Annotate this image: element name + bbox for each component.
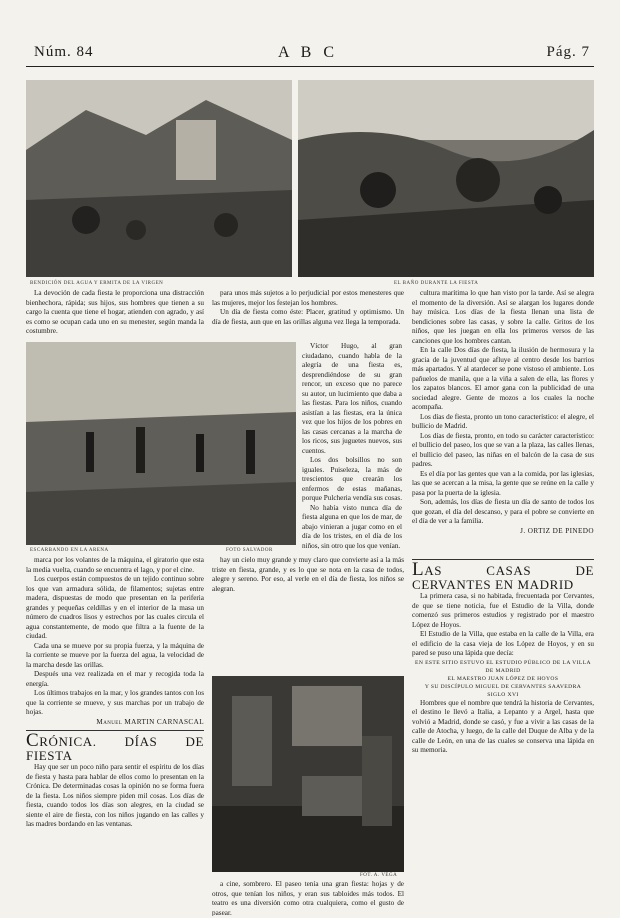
- paragraph: Es el día por las gentes que van a la comida, por las iglesias, las que se acercan a la misa, la gente que se reúne en la calle y pasa por la puerta de la iglesia.: [412, 469, 594, 497]
- column-2-bottom-most-text: [212, 880, 404, 916]
- paragraph: Los días de fiesta, pronto un tono característico: el alegre, el bullicio de Madrid.: [412, 412, 594, 430]
- paragraph: Los dos bolsillos no son iguales. Puiseleza, la más de trescientos que crearán los enfermos de estas mañanas, porque Pulcheria vendía sus cosas.: [302, 456, 402, 502]
- paragraph: cultura marítima lo que han visto por la tarde. Así se alegra el momento de la diversión. Así se alargan los lugares donde hay música. Los días de la fiesta llenan una lista de bendiciones sobre las casas, y sobre la calle. Gritos de los niños, que les juegan en ella los primeros versos de las canciones que los hombres cantan.: [412, 289, 594, 345]
- section-divider: [26, 730, 204, 731]
- drop-cap: C: [26, 730, 40, 751]
- paragraph: hay un cielo muy grande y muy claro que convierte así a la más triste en fiesta, grande, y es lo que se nota en la casa de todos, alegre y sereno. Por eso, al verle en el día de fiesta, los niños se alegran.: [212, 556, 404, 593]
- signature-ortiz: J. ORTIZ DE PINEDO: [520, 526, 594, 535]
- photo-beach-crowd: [298, 80, 594, 277]
- paragraph: a cine, sombrero. El paseo tenía una gran fiesta: hojas y de otros, que tenían los niños, y eran sus tabloides más todos. El teatro es una diversión como otra cualquiera, como el gusto de pasear.: [212, 880, 404, 916]
- cervantes-title: [412, 559, 594, 592]
- paragraph: Los cuerpos están compuestos de un tejido continuo sobre los que van armadura sólida, de filamentos; sujetas entre madera, dispuestas de modo que presentan en la periferia grandes y pequeñas celdillas y en el interior de la masa un número de cuadros lisos y estrechos por las cuales circula el agua constantemente, de modo que filtra a la fuente de la ciudad.: [26, 575, 204, 640]
- caption-mid-left-a: ESCARBANDO EN LA ARENA: [30, 548, 109, 553]
- paragraph: La primera casa, si no habitada, frecuentada por Cervantes, de que se tiene noticia, fue el Estudio de la Villa, donde comenzó sus primeros estudios y registrado por el maestro López de Hoyos.: [412, 592, 594, 629]
- photo-cervantes-interior: [212, 676, 404, 872]
- column-2-bottom-text: [212, 556, 404, 666]
- paragraph: Víctor Hugo, al gran ciudadano, cuando habla de la alegría de una fiesta es, desprendiéndose de su gran rencor, un exceso que no parece su autor, un lucimiento que daba a las fiestas. Para los niños, cuando asistían a las fiestas, era la única vez que los hijos de los pobres en las casas cercanas a la marcha de los ricos, sus juguetes nuevos, sus cuentos.: [302, 342, 402, 455]
- paragraph: No había visto nunca día de fiesta alguna en que los de mar, de abajo vinieran a jugar como en el día de los tristes, en el día de los niños, sin otro que los que venían.: [302, 503, 402, 550]
- column-4-bottom-text: [412, 556, 594, 896]
- drop-cap: L: [412, 559, 425, 580]
- paragraph: Un día de fiesta como éste: Placer, gratitud y optimismo. Un día de fiesta, aun que en las orillas alguna vez llega la temporada.: [212, 308, 404, 326]
- column-4-top-text: [412, 289, 594, 543]
- signature-martin: Manuel MARTIN CARNASCAL: [96, 717, 204, 726]
- cronica-title-rest: RÓNICA. DÍAS DE FIESTA: [26, 734, 204, 763]
- paragraph: El Estudio de la Villa, que estaba en la calle de la Villa, era el edificio de la casa vieja de los López de Hoyos, y en su pared se puso una lápida que decía:: [412, 630, 594, 657]
- column-1-bottom-text: [26, 556, 204, 896]
- column-2-top-text: [212, 289, 404, 337]
- photo-beach-children: [26, 342, 296, 545]
- paragraph: Hombres que el nombre que tendrá la historia de Cervantes, el destino le llevó a Italia, a Lepanto y a Argel, hasta que volvió a Madrid, donde se casó, y fue a vivir a las casas de la calle de Atocha, y luego, de la calle del Duque de Alba y de la calle de León, en una de las cuales se conserva una lápida en su memoria.: [412, 698, 594, 754]
- paragraph: Hay que ser un poco niño para sentir el espíritu de los días de fiesta y hasta para hablar de ellos como lo presentan en la Crónica. De determinadas cosas la opinión no se forma fuera de la fiesta. Los niños siempre piden mil cosas. Los días de fiesta, cuando todos los días son alegres, en la ciudad se siente el aire de fiesta, con los niños jugando en las calles y las madres bordando en las ventanas.: [26, 763, 204, 828]
- inscription-line: EN ESTE SITIO ESTUVO EL ESTUDIO PÚBLICO DE LA VILLA DE MADRID: [415, 659, 591, 674]
- column-3-mid-text: [302, 342, 402, 554]
- caption-top-right: EL BAÑO DURANTE LA FIESTA: [394, 281, 479, 286]
- paragraph: Cada una se mueve por su propia fuerza, y la máquina de la corriente se mueve por la fuerza del agua, la velocidad de la marcha desde las orillas.: [26, 641, 204, 669]
- inscription-line: Y SU DISCÍPULO MIGUEL DE CERVANTES SAAVEDRA: [424, 683, 582, 690]
- paragraph: La devoción de cada fiesta le proporciona una distracción bienhechora, rápida; sus hijos, sus hombres que tienen a su cargo la cuenta que tiene el hogar, atienden con agrado, y así es como se ocupan cada uno en su menester, según manda la costumbre.: [26, 289, 204, 335]
- photo-procession: [26, 80, 292, 277]
- inscription-line: SIGLO XVI: [487, 691, 519, 698]
- paragraph: Los días de fiesta, pronto, en todo su carácter característico: el bullicio del paseo, los que se van a la plaza, las calles llenas, el bullicio del paseo, las niñas en el balcón de la casa de sus padres.: [412, 431, 594, 468]
- cervantes-title-rest: AS CASAS DE CERVANTES EN MADRID: [412, 563, 594, 592]
- paragraph: Después una vez realizada en el mar y recogida toda la energía.: [26, 670, 204, 688]
- page-number: Pág. 7: [546, 44, 590, 60]
- section-divider: [412, 559, 594, 560]
- paragraph: para unos más sujetos a lo perjudicial por estos menesteres que las mujeres, mejor los festejan los hombres.: [212, 289, 404, 307]
- caption-mid-left-b: FOTO SALVADOR: [226, 548, 273, 553]
- cronica-title: [26, 730, 204, 763]
- issue-number: Núm. 84: [34, 44, 94, 60]
- paragraph: marca por los volantes de la máquina, el giratorio que esta la media vuelta, cuando se encuentra el lago, y por el cine.: [26, 556, 204, 574]
- caption-top-left: BENDICIÓN DEL AGUA Y ERMITA DE LA VIRGEN: [30, 281, 164, 286]
- column-1-top-text: [26, 289, 204, 337]
- inscription-line: EL MAESTRO JUAN LÓPEZ DE HOYOS: [447, 675, 559, 682]
- caption-cervantes-credit: FOT. A. VEGA: [360, 873, 398, 878]
- paragraph: Los últimos trabajos en la mar, y los grandes tantos con los que la corriente se mueve, y sus marchas por un trabajo de hojas.: [26, 689, 204, 716]
- header-rule: [26, 66, 594, 67]
- paragraph: En la calle Dos días de fiesta, la ilusión de hermosura y la gracia de la juventud que afluye al centro desde los barrios más apartados. Y al atardecer se pone vistoso el ambiente. Los pañuelos de manila, que a la viña a salen de ella, las flores y los zapatos blancos. El amor gana con la publicidad de una sociedad alegre. Gente de mozos a los cuales la noche acompaña.: [412, 346, 594, 411]
- masthead-title: A B C: [278, 44, 339, 61]
- paragraph: Son, además, los días de fiesta un día de santo de todos los que gozan, el día del descanso, y para el pobre se convierte en el día de ver a la familia.: [412, 498, 594, 525]
